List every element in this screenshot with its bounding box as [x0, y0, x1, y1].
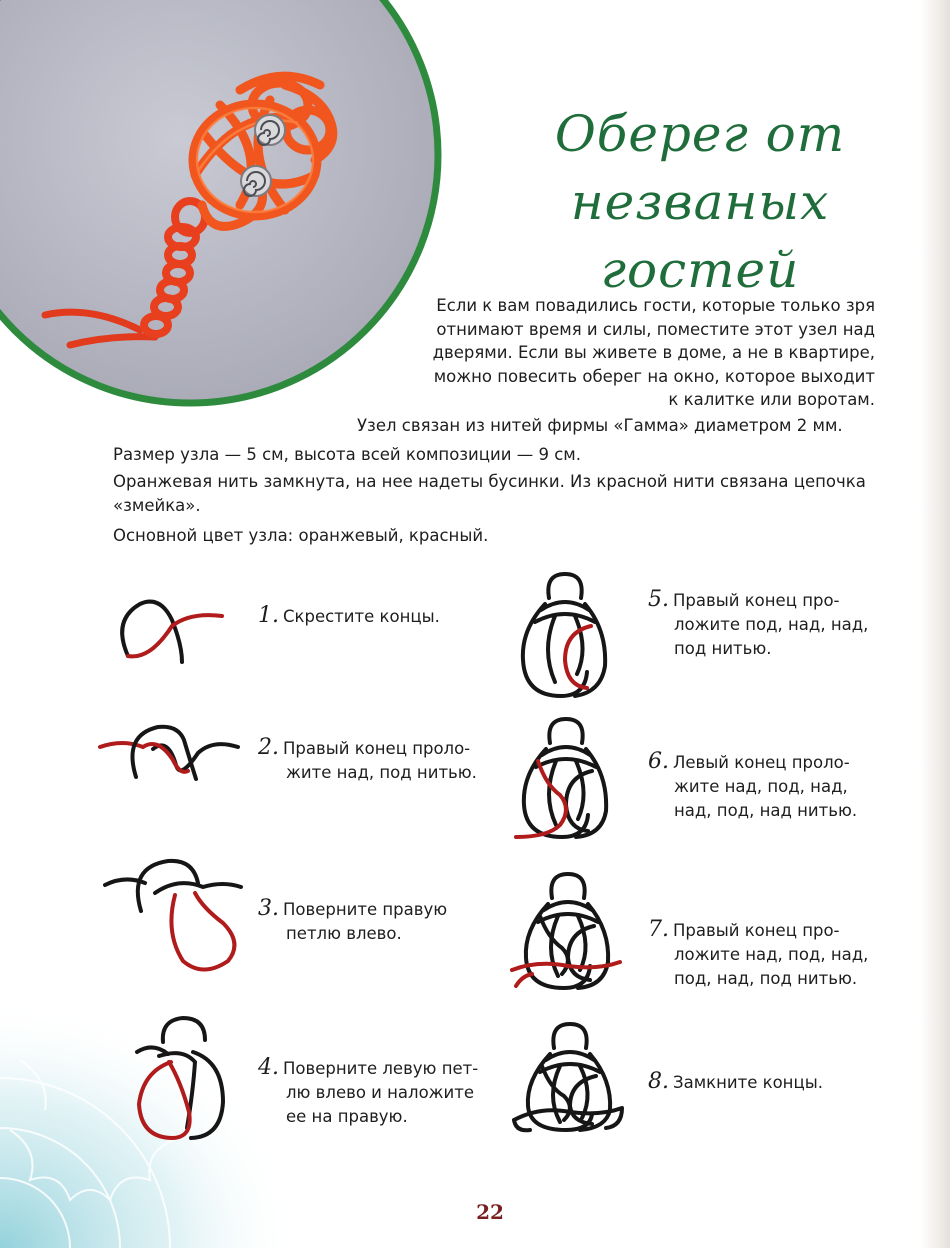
- step-4: [258, 1056, 478, 1129]
- colors-line: Основной цвет узла: оранжевый, красный.: [113, 526, 489, 545]
- step-7: [648, 918, 868, 991]
- step-number: 7.: [648, 917, 669, 942]
- step-number: 3.: [258, 896, 279, 921]
- step-6-diagram: [508, 715, 618, 845]
- step-2-diagram: [98, 715, 243, 790]
- page-edge: [920, 0, 950, 1248]
- step-7-diagram: [508, 870, 623, 995]
- step-line: Правый конец про-: [673, 921, 840, 940]
- intro-line: отнимают время и силы, поместите этот узел над: [436, 319, 875, 339]
- step-line: под нитью.: [674, 639, 772, 658]
- step-8-diagram: [510, 1022, 625, 1137]
- step-line: жите над, под нитью.: [286, 763, 477, 782]
- step-line: лю влево и наложите: [286, 1083, 475, 1102]
- step-line: над, под, над нитью.: [674, 801, 858, 820]
- step-8: [648, 1070, 823, 1095]
- step-line: Левый конец проло-: [673, 753, 850, 772]
- step-line: Правый конец про-: [673, 591, 840, 610]
- step-line: Поверните правую: [283, 900, 448, 919]
- page-title: [500, 100, 900, 304]
- step-line: жите над, под, над,: [674, 777, 848, 796]
- page-number: 22: [476, 1200, 504, 1224]
- step-line: петлю влево.: [286, 924, 402, 943]
- step-6: [648, 750, 857, 823]
- intro-line: к калитке или воротам.: [668, 390, 875, 409]
- step-3: [258, 897, 447, 946]
- step-number: 1.: [258, 603, 279, 628]
- intro-paragraph: [395, 294, 875, 412]
- thread-paragraph: [113, 470, 883, 517]
- intro-line: дверями. Если вы живете в доме, а не в квартире,: [432, 343, 875, 362]
- intro-line: можно повесить оберег на окно, которое выходит: [433, 366, 875, 386]
- step-2: [258, 736, 477, 785]
- step-number: 4.: [258, 1055, 279, 1080]
- intro-line: Если к вам повадились гости, которые только зря: [436, 296, 875, 315]
- step-1: [258, 604, 440, 629]
- step-1-diagram: [110, 590, 240, 670]
- step-4-diagram: [133, 1012, 233, 1142]
- step-5: [648, 588, 868, 661]
- step-line: ложите под, над, над,: [674, 615, 869, 634]
- thread-line: «змейка».: [113, 495, 201, 515]
- size-line: Размер узла — 5 см, высота всей композиции — 9 см.: [113, 445, 581, 464]
- step-number: 5.: [648, 587, 669, 612]
- step-3-diagram: [103, 853, 243, 978]
- step-line: ложите над, под, над,: [674, 945, 869, 964]
- step-number: 6.: [648, 749, 669, 774]
- step-line: ее на правую.: [286, 1107, 408, 1126]
- step-line: Правый конец проло-: [283, 739, 471, 758]
- step-number: 2.: [258, 735, 279, 760]
- material-line: Узел связан из нитей фирмы «Гамма» диаметром 2 мм.: [357, 416, 843, 435]
- step-number: 8.: [648, 1069, 669, 1094]
- step-line: Поверните левую пет-: [283, 1059, 479, 1078]
- step-line: под, над, под нитью.: [674, 969, 858, 988]
- step-5-diagram: [515, 570, 615, 700]
- thread-line: Оранжевая нить замкнута, на нее надеты бусинки. Из красной нити связана цепочка: [113, 472, 866, 491]
- step-line: Скрестите концы.: [283, 607, 440, 626]
- title-line-2: незваных гостей: [570, 173, 830, 299]
- title-line-1: Оберег от: [554, 105, 846, 163]
- step-line: Замкните концы.: [673, 1073, 823, 1092]
